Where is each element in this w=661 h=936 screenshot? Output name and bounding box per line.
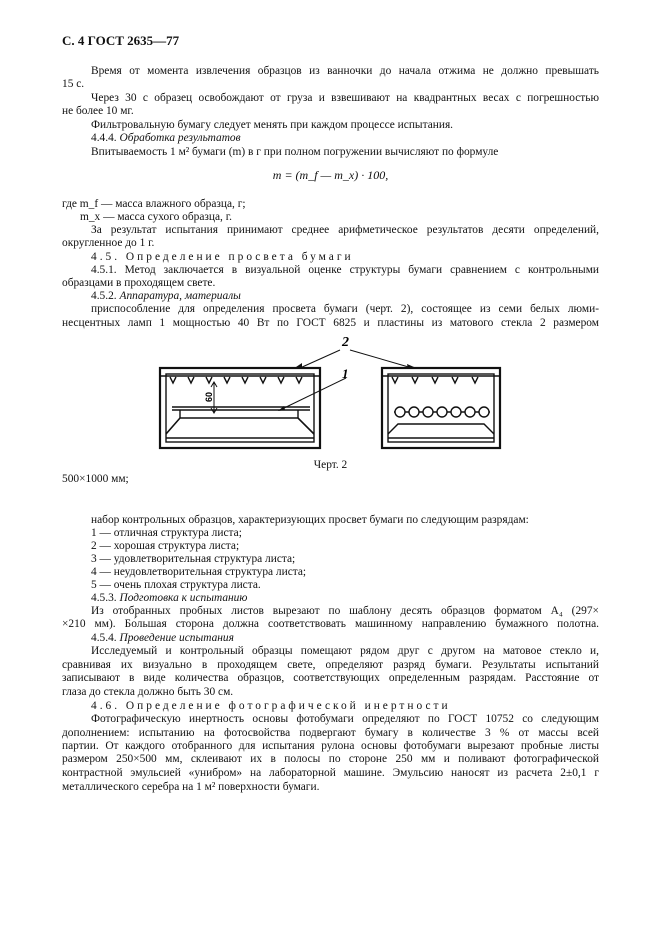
text-line: Из отобранных пробных листов вырезают по шаблону десять образцов форматом A₄ (297×	[91, 605, 599, 617]
list-item: 3 — удовлетворительная структура листа;	[91, 553, 296, 565]
text-line: металлического серебра на 1 м² поверхности бумаги.	[62, 781, 320, 793]
text-line: Впитываемость 1 м² бумаги (m) в г при полном погружении вычисляют по формуле	[91, 146, 499, 158]
text-line: Исследуемый и контрольный образцы помещают рядом друг с другом на матовое стекло и,	[91, 645, 599, 657]
section-number: 4.5.2. Аппаратура, материалы	[91, 290, 241, 302]
text-line: округленное до 1 г.	[62, 237, 155, 249]
list-item: 5 — очень плохая структура листа.	[91, 579, 261, 591]
text-line: Через 30 с образец освобождают от груза и взвешивают на квадрантных весах с погрешностью	[91, 92, 599, 104]
section-title: Обработка результатов	[119, 132, 241, 144]
text-line: набор контрольных образцов, характеризующих просвет бумаги по следующим разрядам:	[91, 514, 529, 526]
text-line: дополнением: испытанию на фотосвойства подвергают бумагу в количестве 3 % от массы всей	[62, 727, 599, 739]
text-line: ×210 мм). Бо́льшая сторона должна соответствовать машинному направлению бумажного полотна.	[62, 618, 599, 630]
text-line: несцентных ламп 1 мощностью 40 Вт по ГОСТ 6825 и пластины из матового стекла 2 размером	[62, 317, 599, 329]
text-line: 15 с.	[62, 78, 85, 90]
list-item: 2 — хорошая структура листа;	[91, 540, 240, 552]
lamp-row-left	[170, 377, 302, 383]
figure-diagram	[150, 330, 530, 456]
label-2: 2	[342, 335, 349, 350]
text-line: контрастной эмульсией «унибром» на лабораторной машине. Эмульсию наносят из расчета 2±0,1 г	[62, 767, 599, 779]
text-line: 4.5.1. Метод заключается в визуальной оценке структуры бумаги сравнением с контрольными	[91, 264, 599, 276]
lamp-circles	[394, 407, 490, 417]
formula: m = (m_f — m_x) · 100,	[272, 168, 389, 182]
text-line: 500×1000 мм;	[62, 473, 129, 485]
text-line: Фильтровальную бумагу следует менять при каждом процессе испытания.	[91, 119, 454, 131]
section-number: 4.5.4. Проведение испытания	[91, 632, 234, 644]
left-box-inner	[166, 374, 314, 442]
page-header: С. 4 ГОСТ 2635—77	[62, 33, 180, 48]
section-heading: 4.5. Определение просвета бумаги	[91, 251, 354, 263]
text-line: глаза до стекла должно быть 30 см.	[62, 686, 234, 698]
text-line: m_x — масса сухого образца, г.	[80, 211, 232, 223]
text-line: где m_f — масса влажного образца, г;	[62, 198, 246, 210]
text-line: образцами в проходящем свете.	[62, 277, 216, 289]
text-line: Время от момента извлечения образцов из ванночки до начала отжима не должно превышать	[91, 65, 599, 77]
text-line: сравнивая их визуально в проходящем свете, определяют разряд бумаги. Результаты испытаний	[62, 659, 599, 671]
text-line: За результат испытания принимают среднее арифметическое результатов десяти определений,	[91, 224, 599, 236]
section-number: 4.4.4. Обработка результатов	[91, 132, 241, 144]
list-item: 1 — отличная структура листа;	[91, 527, 242, 539]
text-line: размером 250×500 мм, склеивают их в полосы по стороне 250 мм и поливают фотографической	[62, 753, 599, 765]
left-box-outline	[160, 368, 320, 448]
list-item: 4 — неудовлетворительная структура листа;	[91, 566, 307, 578]
dimension-label: 60	[204, 391, 214, 402]
text-line: приспособление для определения просвета бумаги (черт. 2), состоящее из семи белых люми-	[91, 303, 599, 315]
label-1: 1	[342, 366, 349, 381]
section-heading: 4.6. Определение фотографической инертности	[91, 700, 451, 712]
text-line: партии. От каждого отобранного для испытания рулона основы фотобумаги вырезают пробные листы	[62, 740, 599, 752]
section-title: Подготовка к испытанию	[119, 592, 248, 604]
text-line: Фотографическую инертность основы фотобумаги определяют по ГОСТ 10752 со следующим	[91, 713, 599, 725]
section-title: Аппаратура, материалы	[119, 290, 241, 302]
text-line: не более 10 мг.	[62, 105, 134, 117]
figure-caption: Черт. 2	[313, 459, 348, 471]
text-line: записывают в виде количества образцов, соответствующих определенным разрядам. Расстояние от	[62, 672, 599, 684]
section-number: 4.5.3. Подготовка к испытанию	[91, 592, 248, 604]
section-title: Проведение испытания	[119, 632, 234, 644]
